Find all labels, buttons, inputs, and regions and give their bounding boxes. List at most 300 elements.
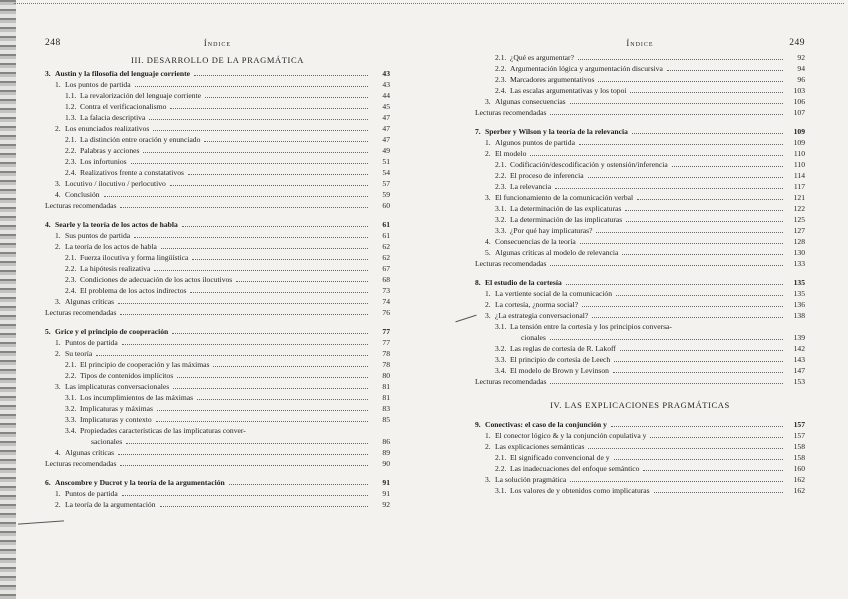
toc-entry-number: 2.1. [65,135,77,144]
toc-entry-title: Las inadecuaciones del enfoque semántico [510,464,640,473]
toc-entry-number: 6. [45,478,51,487]
dot-leader [161,248,368,249]
dot-leader [611,426,783,427]
toc-entry [45,145,390,156]
toc-entry [475,354,805,365]
toc-entry-number: 5. [485,248,491,257]
toc-entry-number: 3.1. [495,204,507,213]
toc-entry [45,425,390,436]
toc-entry-title: Searle y la teoría de los actos de habla [55,220,178,229]
toc-entry-title: El conector lógico & y la conjunción copulativa y [495,431,647,440]
toc-entry-number: 2.2. [495,464,507,473]
toc-entry [45,274,390,285]
toc-entry-title: La teoría de la argumentación [65,500,156,509]
toc-entry-number: 2.3. [495,75,507,84]
toc-entry-number: 2. [485,442,491,451]
toc-entry-title: El principio de cortesía de Leech [510,355,611,364]
dot-leader [156,421,368,422]
dot-leader [578,59,783,60]
toc-chapter-entry [45,326,390,337]
toc-entry-title: Lecturas recomendadas [475,259,547,268]
toc-entry-number: 2.4. [495,86,507,95]
toc-entry-number: 9. [475,420,481,429]
toc-entry-title: Sperber y Wilson y la teoría de la relevancia [485,127,628,136]
dot-leader [126,443,368,444]
toc-entry-page: 94 [797,64,805,73]
toc-entry-page: 128 [793,237,805,246]
toc-entry [475,74,805,85]
toc-entry-page: 142 [793,344,805,353]
dot-leader [580,243,783,244]
toc-entry-title: La tensión entre la cortesía y los principios conversa- [510,322,672,331]
toc-entry [475,365,805,376]
dot-leader [172,333,368,334]
toc-entry-number: 3. [485,311,491,320]
toc-entry-title: El estudio de la cortesía [485,278,562,287]
toc-entry-page: 47 [382,135,390,144]
toc-entry-title: La cortesía, ¿norma social? [495,300,579,309]
toc-entry-title: La revalorización del lenguaje corriente [80,91,202,100]
toc-entry-page: 78 [382,349,390,358]
toc-entry-page: 122 [793,204,805,213]
entry-gap [45,318,390,326]
dot-leader [177,377,368,378]
toc-entry [475,85,805,96]
dot-leader [637,199,783,200]
toc-entry [475,310,805,321]
dot-leader [530,155,783,156]
toc-entry-number: 3.2. [495,215,507,224]
toc-entry-page: 127 [793,226,805,235]
toc-entry-page: 77 [382,338,390,347]
toc-entry [475,192,805,203]
toc-entry-title: La distinción entre oración y enunciado [80,135,201,144]
toc-entry-page: 57 [382,179,390,188]
toc-entry-title: Puntos de partida [65,338,118,347]
toc-entry [45,337,390,348]
entry-gap [475,118,805,126]
toc-entry [475,236,805,247]
toc-entry-number: 2.2. [65,146,77,155]
toc-entry-number: 3.3. [65,415,77,424]
toc-entry-title: Los infortunios [80,157,127,166]
dot-leader [143,152,368,153]
toc-entry-number: 1. [55,80,61,89]
section-title-iv: IV. LAS EXPLICACIONES PRAGMÁTICAS [550,400,730,410]
dot-leader [579,144,783,145]
dot-leader [550,114,783,115]
dot-leader [614,459,783,460]
toc-entry-page: 78 [382,360,390,369]
toc-entry-number: 1. [485,431,491,440]
dot-leader [153,130,368,131]
toc-entry-title: Palabras y acciones [80,146,140,155]
toc-entry-title: Lecturas recomendadas [45,201,117,210]
toc-entry-title: sacionales [91,437,123,446]
toc-entry [475,96,805,107]
dot-leader [570,481,783,482]
toc-entry-title: Argumentación lógica y argumentación discursiva [510,64,663,73]
toc-entry-page: 43 [382,80,390,89]
toc-entry-page: 47 [382,113,390,122]
toc-entry [475,485,805,496]
toc-entry-page: 92 [797,53,805,62]
toc-entry [45,414,390,425]
toc-entry-number: 2.1. [495,453,507,462]
toc-entry-page: 73 [382,286,390,295]
toc-entry-number: 3.2. [495,344,507,353]
toc-entry-title: Realizativos frente a constatativos [80,168,184,177]
toc-entry-number: 1.2. [65,102,77,111]
toc-entry [45,200,390,211]
entry-gap [45,211,390,219]
toc-entry-number: 2.2. [495,64,507,73]
toc-entry-title: ¿Por qué hay implicaturas? [510,226,593,235]
toc-entry-number: 2.2. [65,371,77,380]
toc-entry-page: 90 [382,459,390,468]
toc-entry-title: El significado convencional de y [510,453,610,462]
left-page-header [45,38,390,52]
toc-entry [475,452,805,463]
toc-entry-page: 51 [382,157,390,166]
toc-entry-number: 1. [485,138,491,147]
toc-entry [475,441,805,452]
toc-entry-number: 2.3. [495,182,507,191]
toc-entry-page: 125 [793,215,805,224]
left-page [45,38,390,510]
dot-leader [236,281,368,282]
toc-entry-page: 110 [793,160,805,169]
dot-leader [120,465,368,466]
toc-entry-number: 5. [45,327,51,336]
dot-leader [650,437,783,438]
toc-entry-number: 2. [485,300,491,309]
toc-entry-number: 3. [45,69,51,78]
toc-entry-title: Sus puntos de partida [65,231,131,240]
toc-entry-title: Implicaturas y contexto [80,415,152,424]
toc-entry-title: Las escalas argumentativas y los topoi [510,86,627,95]
toc-entry-number: 2.1. [65,360,77,369]
toc-entry-number: 2.2. [495,171,507,180]
toc-entry-page: 81 [382,393,390,402]
toc-entry-number: 4. [485,237,491,246]
toc-entry-number: 2. [485,149,491,158]
toc-entry-number: 3. [485,475,491,484]
toc-entry-title: Contra el verificacionalismo [80,102,167,111]
toc-entry-page: 83 [382,404,390,413]
toc-entry [475,299,805,310]
toc-entry-title: Lecturas recomendadas [45,459,117,468]
toc-entry [475,474,805,485]
toc-entry-number: 2. [55,124,61,133]
dot-leader [622,254,783,255]
toc-entry [475,181,805,192]
dot-leader [550,339,783,340]
toc-entry-number: 3.3. [495,226,507,235]
toc-entry [475,159,805,170]
toc-entry-title: La solución pragmática [495,475,567,484]
toc-entry-number: 3.4. [495,366,507,375]
toc-entry-title: Algunas críticas [65,448,115,457]
toc-entry-page: 157 [793,431,805,440]
dot-leader [120,314,368,315]
toc-entry [45,392,390,403]
toc-entry-title: Las reglas de cortesía de R. Lakoff [510,344,616,353]
dot-leader [213,366,368,367]
toc-entry-page: 74 [382,297,390,306]
toc-entry-number: 2. [55,500,61,509]
toc-entry [45,90,390,101]
toc-entry [475,52,805,63]
dot-leader [625,210,783,211]
dot-leader [197,399,368,400]
toc-entry [45,285,390,296]
toc-entry-title: Los puntos de partida [65,80,131,89]
toc-entry [45,296,390,307]
dot-leader [131,163,368,164]
toc-entry-number: 2.3. [65,275,77,284]
toc-entry-page: 60 [382,201,390,210]
toc-entry-number: 3.1. [495,486,507,495]
left-page-number: 248 [45,38,61,48]
toc-entry-page: 158 [793,442,805,451]
toc-entry-number: 1. [55,231,61,240]
dot-leader [550,265,783,266]
dot-leader [592,317,783,318]
dot-leader [613,372,783,373]
toc-entry-page: 143 [793,355,805,364]
toc-entry-page: 62 [382,253,390,262]
dot-leader [135,86,368,87]
toc-entry-number: 1.1. [65,91,77,100]
toc-entry [475,288,805,299]
toc-entry [475,107,805,118]
toc-entry [45,381,390,392]
toc-entry-title: El funcionamiento de la comunicación verbal [495,193,634,202]
dot-leader [555,188,783,189]
dot-leader [170,185,368,186]
dot-leader [149,119,368,120]
toc-entry [475,170,805,181]
toc-entry-page: 44 [382,91,390,100]
toc-entry [45,447,390,458]
toc-entry-title: Los valores de y obtenidos como implicaturas [510,486,650,495]
toc-entry [45,403,390,414]
toc-entry [45,436,390,447]
toc-entry-title: Puntos de partida [65,489,118,498]
dot-leader [643,470,783,471]
toc-entry-number: 1. [485,289,491,298]
toc-entry-title: Las implicaturas conversacionales [65,382,170,391]
toc-entry-title: cionales [521,333,546,342]
entry-gap [45,469,390,477]
toc-entry-page: 103 [793,86,805,95]
toc-entry [475,343,805,354]
toc-entry [475,214,805,225]
right-page-number: 249 [789,38,805,48]
toc-chapter-entry [475,277,805,288]
dot-leader [588,177,783,178]
toc-entry-title: Implicaturas y máximas [80,404,153,413]
dot-leader [134,237,368,238]
dot-leader [614,361,783,362]
dot-leader [122,495,368,496]
toc-entry-page: 110 [793,149,805,158]
toc-entry-page: 54 [382,168,390,177]
toc-entry [475,247,805,258]
toc-entry-number: 2.1. [495,160,507,169]
toc-entry-page: 106 [793,97,805,106]
toc-entry-page: 61 [382,231,390,240]
book-spine-shadow [0,0,16,599]
toc-chapter-entry [45,477,390,488]
toc-chapter-entry [475,126,805,137]
toc-entry-number: 2.4. [65,286,77,295]
toc-entry-title: La teoría de los actos de habla [65,242,157,251]
toc-entry-title: Codificación/descodificación y ostensión/inferencia [510,160,668,169]
dot-leader [566,284,783,285]
toc-entry-page: 62 [382,242,390,251]
toc-entry-number: 2. [55,349,61,358]
toc-entry-title: Grice y el principio de cooperación [55,327,169,336]
toc-entry-page: 47 [382,124,390,133]
toc-entry-page: 130 [793,248,805,257]
toc-entry-title: Consecuencias de la teoría [495,237,576,246]
toc-entry-number: 4. [55,190,61,199]
toc-entry-page: 43 [382,69,390,78]
toc-entry [45,112,390,123]
toc-entry-number: 7. [475,127,481,136]
toc-entry [45,134,390,145]
dot-leader [104,196,368,197]
dot-leader [620,350,783,351]
toc-entry-page: 96 [797,75,805,84]
toc-entry-page: 135 [793,289,805,298]
toc-entry [475,225,805,236]
toc-entry-page: 117 [793,182,805,191]
toc-entry [45,230,390,241]
toc-entry-number: 4. [45,220,51,229]
toc-entry-page: 92 [382,500,390,509]
toc-entry [45,458,390,469]
toc-entry [475,258,805,269]
toc-entry-number: 2. [55,242,61,251]
right-toc-list [475,52,805,496]
right-running-head: Índice [626,38,654,48]
toc-entry-page: 91 [382,478,390,487]
dot-leader [96,355,368,356]
toc-entry-page: 114 [793,171,805,180]
toc-entry [475,430,805,441]
section-title-iii: III. DESARROLLO DE LA PRAGMÁTICA [131,55,304,65]
toc-entry-page: 158 [793,453,805,462]
left-running-head: Índice [203,38,232,48]
toc-entry-page: 157 [793,420,805,429]
toc-entry-page: 85 [382,415,390,424]
toc-entry-page: 109 [793,138,805,147]
toc-entry-page: 49 [382,146,390,155]
dot-leader [570,103,783,104]
dot-leader [626,221,783,222]
toc-entry-number: 3. [485,193,491,202]
toc-entry [475,203,805,214]
toc-entry [45,241,390,252]
toc-entry-page: 147 [793,366,805,375]
dot-leader [154,270,368,271]
dot-leader [120,207,368,208]
entry-gap [475,269,805,277]
toc-entry-page: 160 [793,464,805,473]
toc-entry [475,376,805,387]
toc-entry-number: 1.3. [65,113,77,122]
toc-entry [475,332,805,343]
toc-entry-title: Austin y la filosofía del lenguaje corriente [55,69,190,78]
toc-entry [45,101,390,112]
right-page [475,38,805,496]
dot-leader [632,133,783,134]
toc-entry-title: Conclusión [65,190,100,199]
toc-entry-page: 138 [793,311,805,320]
toc-entry-number: 3. [55,382,61,391]
toc-entry-page: 107 [793,108,805,117]
toc-entry-number: 2.2. [65,264,77,273]
dot-leader [118,303,368,304]
dot-leader [630,92,783,93]
dot-leader [173,388,368,389]
toc-entry [475,148,805,159]
toc-entry-title: Propiedades características de las implicaturas conver- [80,426,246,435]
dot-leader [170,108,368,109]
toc-entry-page: 80 [382,371,390,380]
toc-entry-title: ¿La estrategia conversacional? [495,311,589,320]
toc-entry-title: Conectivas: el caso de la conjunción y [485,420,607,429]
toc-entry [45,348,390,359]
toc-entry-title: El principio de cooperación y las máximas [80,360,210,369]
dot-leader [194,75,368,76]
toc-entry [475,63,805,74]
toc-entry-number: 1. [55,489,61,498]
toc-entry-title: Algunas críticas [65,297,115,306]
toc-entry [45,167,390,178]
dot-leader [157,410,368,411]
toc-entry-number: 3.1. [65,393,77,402]
toc-entry-title: Los incumplimientos de las máximas [80,393,194,402]
dot-leader [582,306,783,307]
toc-entry-page: 89 [382,448,390,457]
toc-chapter-entry [45,219,390,230]
dot-leader [204,141,368,142]
left-toc-list [45,68,390,510]
toc-chapter-entry [475,419,805,430]
toc-entry-number: 8. [475,278,481,287]
dot-leader [550,383,783,384]
toc-entry-page: 45 [382,102,390,111]
toc-entry-number: 4. [55,448,61,457]
toc-entry-title: La hipótesis realizativa [80,264,151,273]
toc-entry-title: Algunas consecuencias [495,97,566,106]
toc-entry-page: 76 [382,308,390,317]
toc-entry-title: Lecturas recomendadas [475,108,547,117]
toc-entry-title: Lecturas recomendadas [475,377,547,386]
toc-entry-title: Tipos de contenidos implícitos [80,371,174,380]
dot-leader [205,97,368,98]
dot-leader [192,259,368,260]
toc-entry-page: 153 [793,377,805,386]
toc-entry-page: 136 [793,300,805,309]
toc-entry-number: 3.3. [495,355,507,364]
toc-entry-title: La determinación de las explicaturas [510,204,622,213]
toc-entry-page: 162 [793,486,805,495]
